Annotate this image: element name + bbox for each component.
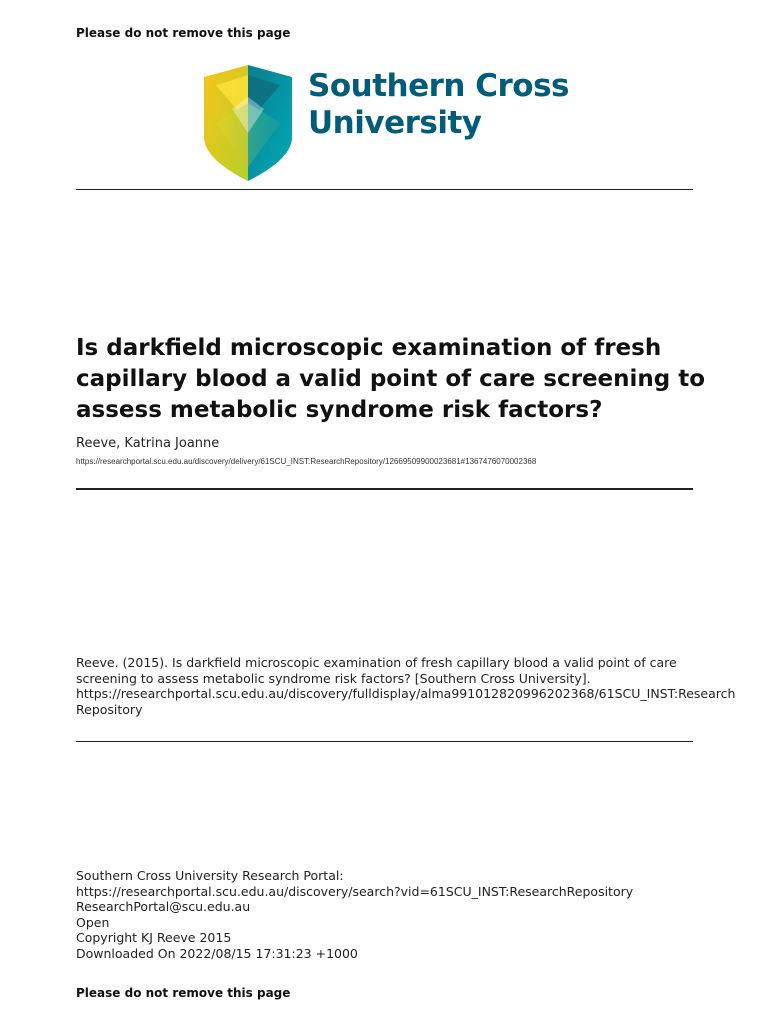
notice-bottom: Please do not remove this page [76,986,291,1000]
document-url[interactable]: https://researchportal.scu.edu.au/discovery/delivery/61SCU_INST:ResearchRepository/12669509900023681#1367476070002368 [76,457,537,466]
access-status: Open [76,914,110,930]
wordmark-line-2: University [308,105,482,141]
download-timestamp: Downloaded On 2022/08/15 17:31:23 +1000 [76,945,358,961]
notice-top: Please do not remove this page [76,26,291,40]
citation-text: Reeve. (2015). Is darkfield microscopic examination of fresh capillary blood a valid point of care screening to assess metabolic syndrome risk factors? [Southern Cross University]. https://researchportal.scu.edu.au/discovery/fulldisplay/alma991012820996202368/61SCU_INST:Research Repository [76,655,736,717]
divider-3 [76,741,693,742]
portal-name: Southern Cross University Research Portal: [76,868,344,883]
divider-1 [76,189,693,190]
shield-logo-icon [202,63,294,183]
document-author: Reeve, Katrina Joanne [76,436,220,451]
divider-2 [76,488,693,490]
wordmark-line-1: Southern Cross [308,68,569,104]
copyright-line: Copyright KJ Reeve 2015 [76,930,232,945]
portal-email[interactable]: ResearchPortal@scu.edu.au [76,899,251,914]
portal-info [76,868,716,961]
document-title: Is darkfield microscopic examination of fresh capillary blood a valid point of care screening to assess metabolic syndrome risk factors? [76,335,706,423]
university-wordmark [308,68,628,142]
portal-search-url[interactable]: https://researchportal.scu.edu.au/discovery/search?vid=61SCU_INST:ResearchRepository [76,883,634,899]
